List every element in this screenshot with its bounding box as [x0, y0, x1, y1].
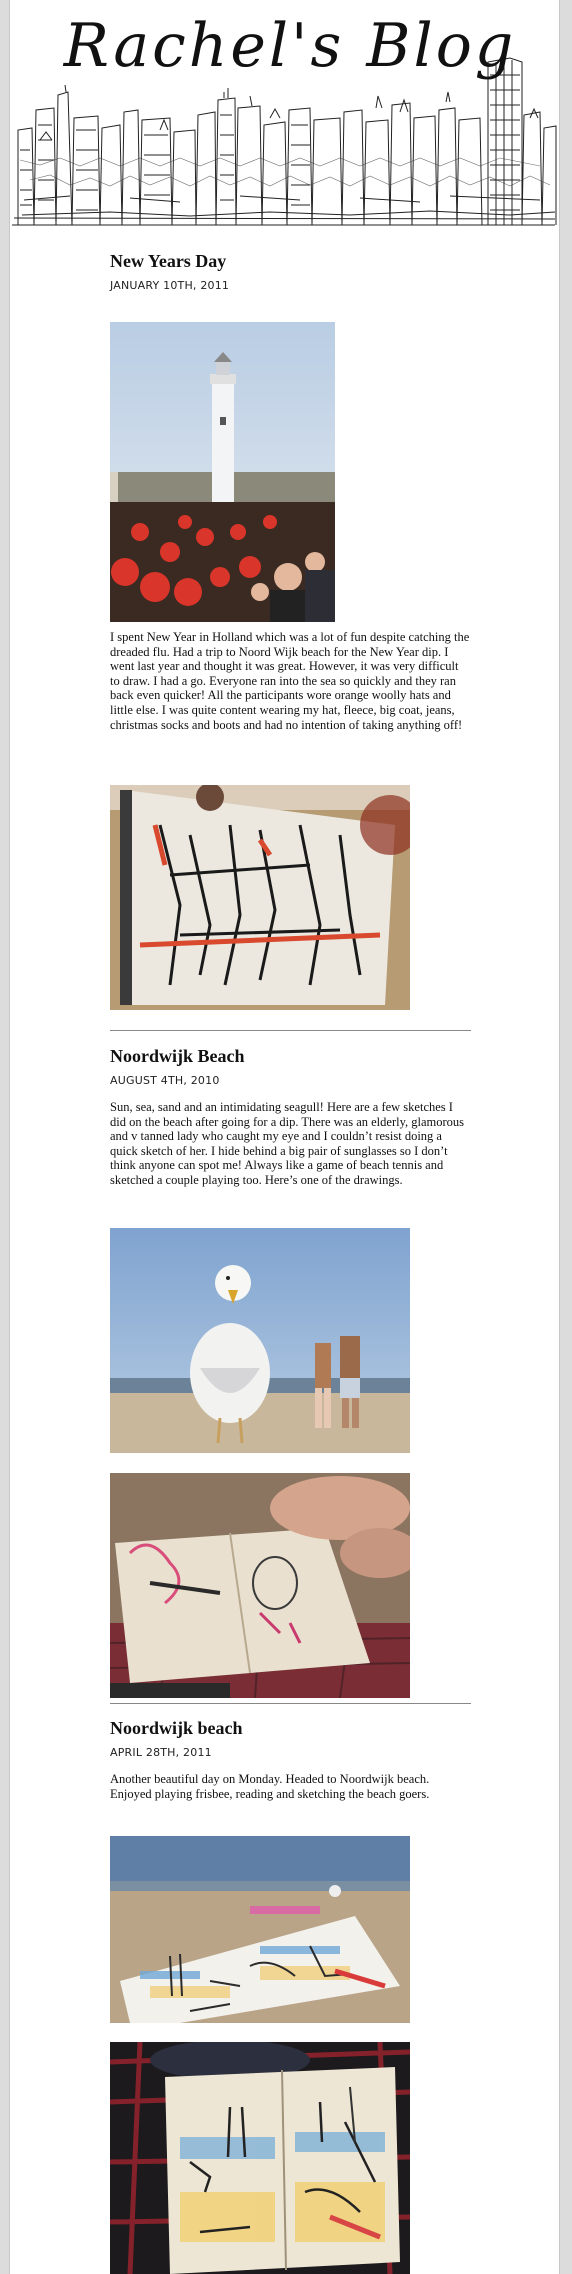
post-title[interactable]: Noordwijk beach [110, 1718, 243, 1738]
post-new-years-day [110, 250, 470, 293]
blog-header[interactable] [10, 0, 559, 232]
blog-title[interactable]: Rachel's Blog [63, 11, 517, 81]
post-date: APRIL 28TH, 2011 [110, 1746, 212, 1759]
post-title[interactable]: New Years Day [110, 251, 227, 271]
post-date: JANUARY 10TH, 2011 [110, 279, 230, 292]
post-body-new-years [110, 630, 470, 732]
post-divider [110, 1703, 471, 1704]
beach-sketchbook-photo[interactable] [110, 785, 410, 1010]
beach-goers-sketch-photo[interactable] [110, 1836, 410, 2023]
post-body-text: Sun, sea, sand and an intimidating seagull! Here are a few sketches I did on the beach after going for a dip. There was an elderly, glamorous and v tanned lady who caught my eye and I couldn’t resist doing a quick sketch of her. I hide behind a big pair of sunglasses so I don’t think anyone can spot me! Always like a game of beach tennis and sketched a couple playing too. Here’s one of the drawings. [110, 1100, 465, 1187]
lighthouse-crowd-photo[interactable] [110, 322, 335, 622]
seagull-photo[interactable] [110, 1228, 410, 1453]
post-divider [110, 1030, 471, 1031]
page [9, 0, 560, 2274]
skyline-illustration [10, 0, 559, 232]
post-noordwijk-beach [110, 1045, 470, 1188]
post-date: AUGUST 4TH, 2010 [110, 1074, 220, 1087]
sketching-seagull-photo[interactable] [110, 1473, 410, 1698]
post-title[interactable]: Noordwijk Beach [110, 1046, 245, 1066]
post-body-text: Another beautiful day on Monday. Headed to Noordwijk beach. Enjoyed playing frisbee, reading and sketching the beach goers. [110, 1772, 430, 1801]
open-sketchbook-photo[interactable] [110, 2042, 410, 2274]
post-noordwijk-beach-april [110, 1717, 470, 1801]
post-body-text: I spent New Year in Holland which was a lot of fun despite catching the dreaded flu. Had a trip to Noord Wijk beach for the New Year dip. I went last year and thought it was great. However, it was very difficult to draw. I had a go. Everyone ran into the sea so quickly and they ran back even quicker! All the participants wore orange woolly hats and little else. I was quite content wearing my hat, fleece, big coat, jeans, christmas socks and boots and had no intention of taking anything off! [110, 630, 470, 732]
